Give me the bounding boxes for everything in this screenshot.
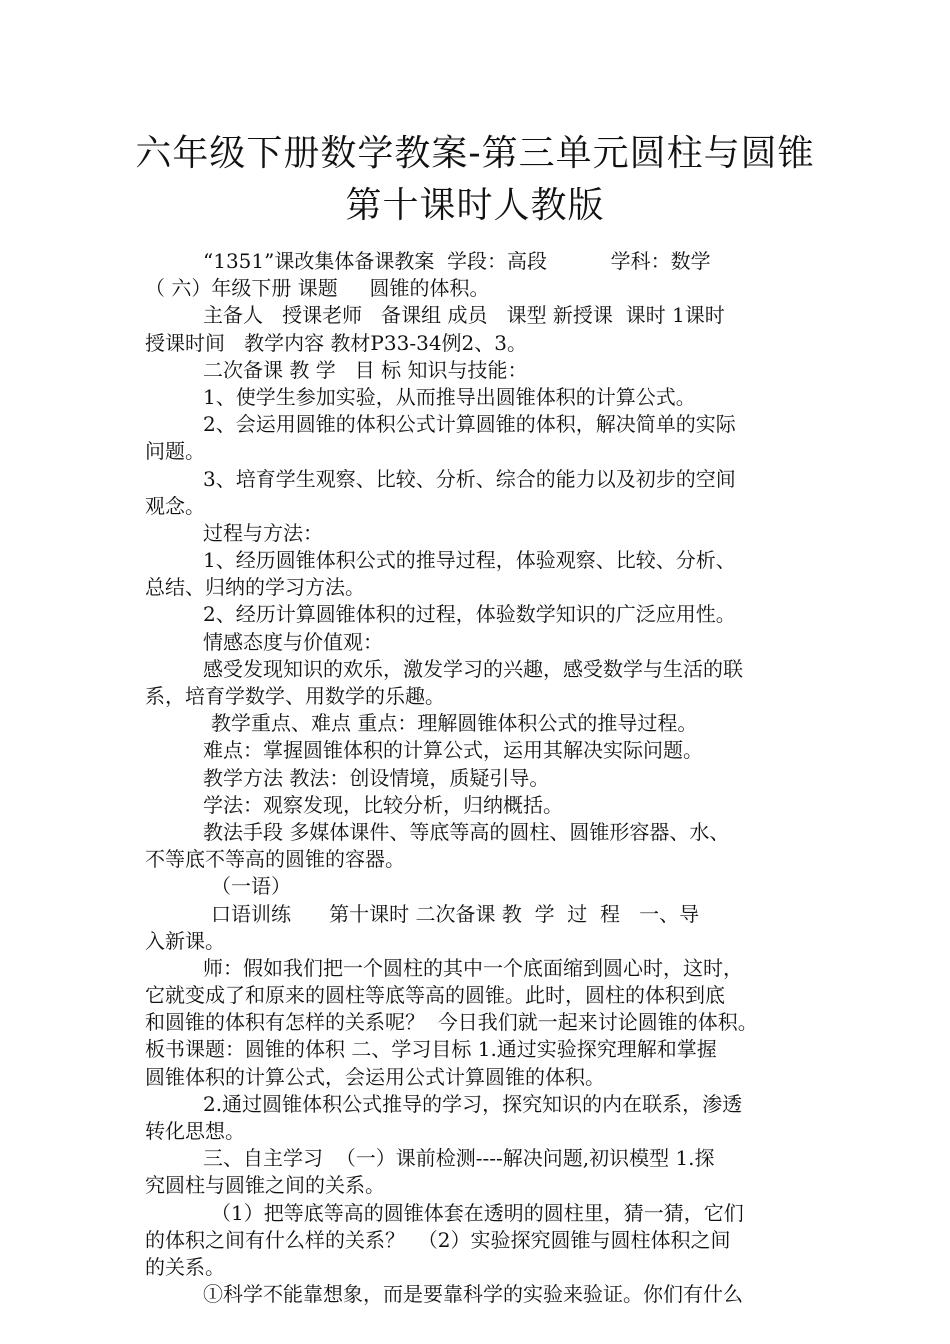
paragraph-line: 感受发现知识的欢乐，激发学习的兴趣，感受数学与生活的联 — [203, 656, 743, 681]
paragraph-line: 授课时间 教学内容 教材P33-34例2、3。 — [145, 330, 527, 355]
paragraph-line: 不等底不等高的圆锥的容器。 — [145, 847, 405, 872]
paragraph-line: 它就变成了和原来的圆柱等底等高的圆锥。此时，圆柱的体积到底 — [145, 983, 725, 1008]
document-title — [100, 128, 850, 232]
paragraph-line: 的体积之间有什么样的关系？ （2）实验探究圆锥与圆柱体积之间 — [145, 1227, 731, 1252]
paragraph-line: 情感态度与价值观： — [203, 629, 383, 654]
paragraph-line: 2、会运用圆锥的体积公式计算圆锥的体积，解决简单的实际 — [203, 412, 736, 437]
paragraph-line: 圆锥体积的计算公式，会运用公式计算圆锥的体积。 — [145, 1064, 605, 1089]
paragraph-line: （ 六）年级下册 课题 圆锥的体积。 — [145, 276, 490, 301]
paragraph-line: 过程与方法： — [203, 520, 323, 545]
title-line-1: 六年级下册数学教案-第三单元圆柱与圆锥 — [135, 133, 815, 174]
paragraph-line: 教学方法 教法：创设情境，质疑引导。 — [203, 765, 550, 790]
paragraph-line: 的关系。 — [145, 1254, 225, 1279]
document-body — [145, 248, 825, 1308]
paragraph-line: 师：假如我们把一个圆柱的其中一个底面缩到圆心时，这时， — [203, 955, 743, 980]
paragraph-line: 学法：观察发现，比较分析，归纳概括。 — [203, 792, 563, 817]
paragraph-line: （1）把等底等高的圆锥体套在透明的圆柱里，猜一猜，它们 — [211, 1200, 744, 1225]
paragraph-line: 3、培育学生观察、比较、分析、综合的能力以及初步的空间 — [203, 466, 736, 491]
paragraph-line: 教学重点、难点 重点：理解圆锥体积公式的推导过程。 — [211, 711, 698, 736]
paragraph-line: 1、经历圆锥体积公式的推导过程，体验观察、比较、分析、 — [203, 548, 736, 573]
paragraph-line: 教法手段 多媒体课件、等底等高的圆柱、圆锥形容器、水、 — [203, 819, 730, 844]
paragraph-line: “1351”课改集体备课教案 学段：高段 学科：数学 — [203, 249, 711, 273]
paragraph-line: 板书课题：圆锥的体积 二、学习目标 1.通过实验探究理解和掌握 — [145, 1037, 717, 1062]
paragraph-line: 2、经历计算圆锥体积的过程，体验数学知识的广泛应用性。 — [203, 602, 736, 627]
paragraph-line: 难点：掌握圆锥体积的计算公式，运用其解决实际问题。 — [203, 738, 703, 763]
paragraph-line: （一语） — [211, 874, 291, 899]
title-line-2: 第十课时人教版 — [345, 185, 605, 226]
paragraph-line: 问题。 — [145, 439, 205, 464]
paragraph-line: 入新课。 — [145, 928, 225, 953]
paragraph-line: 观念。 — [145, 493, 205, 518]
paragraph-line: 究圆柱与圆锥之间的关系。 — [145, 1173, 385, 1198]
paragraph-line: 和圆锥的体积有怎样的关系呢？ 今日我们就一起来讨论圆锥的体积。 — [145, 1010, 758, 1035]
paragraph-line: 转化思想。 — [145, 1119, 245, 1143]
paragraph-line: ①科学不能靠想象，而是要靠科学的实验来验证。你们有什么 — [203, 1282, 743, 1307]
paragraph-line: 系，培育学数学、用数学的乐趣。 — [145, 684, 445, 708]
paragraph-line: 二次备课 教 学 目 标 知识与技能： — [203, 357, 528, 382]
paragraph-line: 2.通过圆锥体积公式推导的学习，探究知识的内在联系，渗透 — [203, 1091, 743, 1116]
paragraph-line: 总结、归纳的学习方法。 — [145, 575, 365, 600]
paragraph-line: 1、使学生参加实验，从而推导出圆锥体积的计算公式。 — [203, 384, 696, 409]
paragraph-line: 口语训练 第十课时 二次备课 教 学 过 程 一、导 — [211, 901, 700, 926]
paragraph-line: 三、自主学习 （一）课前检测----解决问题,初识模型 1.探 — [203, 1146, 715, 1171]
paragraph-line: 主备人 授课老师 备课组 成员 课型 新授课 课时 1课时 — [203, 303, 725, 328]
